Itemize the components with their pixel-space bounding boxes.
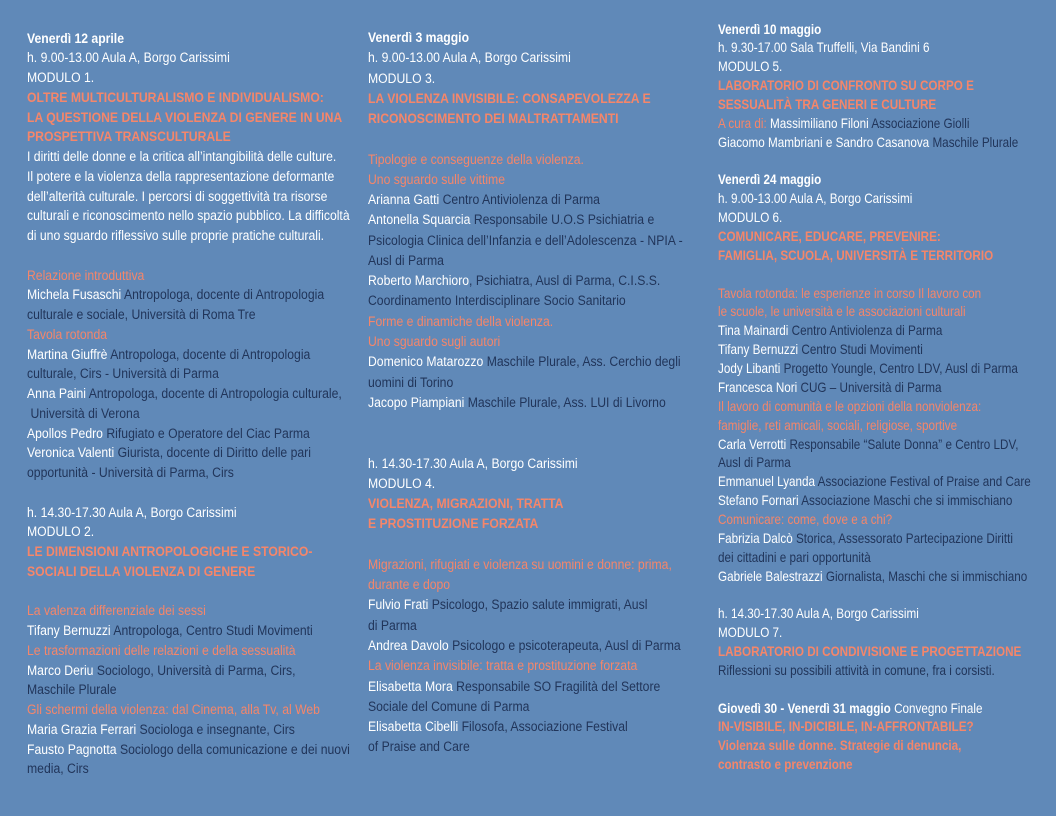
- module-7-label: MODULO 7.: [718, 625, 783, 641]
- module-3-title: LA VIOLENZA INVISIBILE: CONSAPEVOLEZZA E: [368, 90, 651, 107]
- speaker-role: Sociale del Comune di Parma: [368, 698, 530, 715]
- segment-topic: Il lavoro di comunità e le opzioni della nonviolenza:: [718, 398, 982, 414]
- module-1-time: h. 9.00-13.00 Aula A, Borgo Carissimi: [27, 50, 230, 67]
- module-4-title: E PROSTITUZIONE FORZATA: [368, 516, 539, 533]
- final-conference-title: Violenza sulle donne. Strategie di denuncia,: [718, 738, 962, 754]
- module-7-time: h. 14.30-17.30 Aula A, Borgo Carissimi: [718, 606, 919, 622]
- spacer: [368, 535, 695, 555]
- speaker-entry: [368, 393, 695, 413]
- module-6-date: Venerdì 24 maggio: [718, 172, 822, 188]
- segment-topic: La valenza differenziale dei sessi: [27, 603, 206, 620]
- segment-topic: Forme e dinamiche della violenza.: [368, 313, 554, 330]
- spacer: [368, 413, 695, 433]
- speaker-entry: [718, 322, 1049, 341]
- module-5-title: SESSUALITÀ TRA GENERI E CULTURE: [718, 97, 937, 113]
- speaker-role: Psicologia Clinica dell’Infanzia e dell’Adolescenza - NPIA -: [368, 232, 683, 249]
- module-4-label: MODULO 4.: [368, 475, 436, 492]
- final-conference-date: Giovedì 30 - Venerdì 31 maggio: [718, 700, 891, 716]
- speaker-role: Ausl di Parma: [368, 252, 444, 269]
- module-4-time: h. 14.30-17.30 Aula A, Borgo Carissimi: [368, 455, 578, 472]
- speaker-role: of Praise and Care: [368, 739, 470, 756]
- module-2-title: LE DIMENSIONI ANTROPOLOGICHE E STORICO-: [27, 544, 313, 560]
- speaker-role: Progetto Youngle, Centro LDV, Ausl di Parma: [783, 361, 1018, 377]
- speaker-name: Veronica Valenti: [27, 445, 115, 462]
- speaker-name: Elisabetta Cibelli: [368, 719, 459, 736]
- speaker-name: Domenico Matarozzo: [368, 354, 484, 371]
- speaker-role: CUG – Università di Parma: [800, 379, 942, 395]
- speaker-entry: [27, 721, 354, 741]
- speaker-name: Giacomo Mambriani e Sandro Casanova: [718, 134, 930, 150]
- final-conference-label: Convegno Finale: [894, 700, 983, 716]
- column-left: [27, 30, 354, 781]
- speaker-role: Centro Studi Movimenti: [801, 342, 923, 358]
- segment-topic: Tipologie e conseguenze della violenza.: [368, 151, 584, 168]
- speaker-role: Giurista, docente di Diritto delle pari: [117, 445, 311, 462]
- speaker-name: Fulvio Frati: [368, 597, 429, 614]
- speaker-entry: [368, 636, 695, 656]
- module-5-time: h. 9.30-17.00 Sala Truffelli, Via Bandini 6: [718, 40, 930, 56]
- speaker-role: Antropologa, Centro Studi Movimenti: [113, 623, 313, 639]
- speaker-name: Marco Deriu: [27, 662, 94, 679]
- speaker-role: culturale e sociale, Università di Roma Tre: [27, 307, 256, 323]
- speaker-name: Tifany Bernuzzi: [27, 623, 111, 639]
- module-5-title: LABORATORIO DI CONFRONTO SU CORPO E: [718, 78, 974, 94]
- speaker-role: Ausl di Parma: [718, 455, 791, 471]
- speaker-role: opportunità - Università di Parma, Cirs: [27, 465, 234, 481]
- segment-topic: durante e dopo: [368, 577, 451, 594]
- segment-topic: Le trasformazioni delle relazioni e della sessualità: [27, 642, 296, 659]
- module-1-date: Venerdì 12 aprile: [27, 30, 124, 47]
- speaker-role: Maschile Plurale: [27, 682, 117, 699]
- final-conference-heading: [718, 700, 1049, 719]
- speaker-entry: [718, 379, 1049, 398]
- segment-topic: Uno sguardo sulle vittime: [368, 171, 505, 188]
- speaker-role: Giornalista, Maschi che si immischiano: [825, 568, 1028, 584]
- module-2-title: SOCIALI DELLA VIOLENZA DI GENERE: [27, 563, 256, 580]
- spacer: [27, 484, 354, 504]
- speaker-role: Antropologa, docente di Antropologia: [110, 346, 311, 363]
- speaker-role: Associazione Giolli: [871, 115, 970, 131]
- speaker-role: Filosofa, Associazione Festival: [461, 719, 628, 736]
- segment-topic: Comunicare: come, dove e a chi?: [718, 511, 893, 527]
- module-2-label: MODULO 2.: [27, 524, 95, 541]
- speaker-role: Maschile Plurale, Ass. LUI di Livorno: [467, 394, 666, 411]
- speaker-entry: [368, 677, 695, 697]
- column-right: [718, 21, 1049, 775]
- module-1-title: OLTRE MULTICULTURALISMO E INDIVIDUALISMO:: [27, 89, 324, 106]
- speaker-entry: [27, 444, 354, 464]
- speaker-name: Gabriele Balestrazzi: [718, 568, 823, 584]
- speaker-entry: [27, 662, 354, 682]
- final-conference-title: IN-VISIBILE, IN-DICIBILE, IN-AFFRONTABILE?: [718, 719, 974, 735]
- segment-topic: Migrazioni, rifugiati e violenza su uomini e donne: prima,: [368, 556, 672, 573]
- speaker-role: Centro Antiviolenza di Parma: [791, 323, 943, 339]
- module-1-abstract: Il potere e la violenza della rappresentazione deformante: [27, 168, 335, 185]
- module-7-title: LABORATORIO DI CONDIVISIONE E PROGETTAZIONE: [718, 643, 1022, 659]
- speaker-role: Sociologo della comunicazione e dei nuovi: [119, 741, 350, 758]
- speaker-role: Sociologa e insegnante, Cirs: [139, 721, 295, 738]
- module-5-label: MODULO 5.: [718, 59, 783, 75]
- speaker-role: media, Cirs: [27, 761, 89, 778]
- speaker-role: Responsabile SO Fragilità del Settore: [456, 678, 661, 695]
- speaker-entry: [718, 341, 1049, 360]
- speaker-role: Responsabile “Salute Donna” e Centro LDV,: [789, 436, 1019, 452]
- speaker-entry: [27, 622, 354, 642]
- speaker-entry: [368, 210, 695, 230]
- speaker-name: Roberto Marchioro: [368, 273, 470, 290]
- speaker-entry: [27, 425, 354, 445]
- segment-topic: Tavola rotonda: le esperienze in corso Il lavoro con: [718, 285, 982, 301]
- facilitator-entry: [718, 115, 1049, 134]
- speaker-entry: [718, 568, 1049, 587]
- speaker-role: Responsabile U.O.S Psichiatria e: [473, 212, 655, 229]
- speaker-name: Andrea Davolo: [368, 637, 449, 654]
- speaker-name: Michela Fusaschi: [27, 287, 122, 304]
- speaker-role: Centro Antiviolenza di Parma: [442, 192, 600, 209]
- speaker-role: di Parma: [368, 617, 417, 634]
- spacer: [368, 129, 695, 149]
- spacer: [27, 583, 354, 603]
- speaker-name: Jacopo Piampiani: [368, 394, 465, 411]
- speaker-role: uomini di Torino: [368, 374, 454, 391]
- curated-by-label: A cura di:: [718, 115, 767, 131]
- speaker-entry: [27, 741, 354, 761]
- speaker-role: Coordinamento Interdisciplinare Socio Sanitario: [368, 293, 626, 310]
- speaker-role: Rifugiato e Operatore del Ciac Parma: [106, 425, 310, 442]
- module-3-title: RICONOSCIMENTO DEI MALTRATTAMENTI: [368, 111, 619, 128]
- speaker-entry: [368, 352, 695, 372]
- speaker-entry: [27, 346, 354, 366]
- speaker-role: Università di Verona: [30, 405, 140, 422]
- speaker-role: Psicologo e psicoterapeuta, Ausl di Parma: [452, 637, 681, 654]
- speaker-name: Tifany Bernuzzi: [718, 342, 799, 358]
- speaker-entry: [368, 595, 695, 615]
- segment-topic: Relazione introduttiva: [27, 267, 145, 284]
- segment-topic: famiglie, reti amicali, sociali, religiose, sportive: [718, 417, 958, 433]
- speaker-name: Elisabetta Mora: [368, 678, 453, 695]
- speaker-role: culturale, Cirs - Università di Parma: [27, 366, 219, 383]
- speaker-role: Psicologo, Spazio salute immigrati, Ausl: [431, 597, 648, 614]
- module-1-abstract: I diritti delle donne e la critica all’intangibilità delle culture.: [27, 149, 337, 165]
- segment-topic: Gli schermi della violenza: dal Cinema, alla Tv, al Web: [27, 702, 320, 718]
- speaker-entry: [718, 530, 1049, 549]
- speaker-name: Carla Verrotti: [718, 436, 787, 452]
- spacer: [368, 433, 695, 453]
- speaker-entry: [27, 286, 354, 306]
- segment-topic: La violenza invisibile: tratta e prostituzione forzata: [368, 658, 638, 675]
- spacer: [718, 681, 1049, 700]
- facilitator-entry: [718, 134, 1049, 153]
- speaker-name: Jody Libanti: [718, 361, 781, 377]
- speaker-name: Antonella Squarcia: [368, 212, 471, 229]
- speaker-name: Massimiliano Filoni: [769, 115, 869, 131]
- speaker-role: Maschile Plurale, Ass. Cerchio degli: [486, 354, 681, 371]
- speaker-name: Tina Mainardi: [718, 323, 789, 339]
- speaker-role: Associazione Maschi che si immischiano: [801, 493, 1013, 509]
- module-1-abstract: culturali e riconoscimento nello spazio pubblico. La difficoltà: [27, 208, 350, 225]
- spacer: [718, 153, 1049, 172]
- speaker-name: Maria Grazia Ferrari: [27, 721, 137, 738]
- segment-topic: Tavola rotonda: [27, 326, 108, 343]
- speaker-name: Anna Paini: [27, 386, 87, 402]
- speaker-name: Arianna Gatti: [368, 192, 440, 209]
- speaker-role: Maschile Plurale: [932, 134, 1019, 150]
- segment-topic: le scuole, le università e le associazioni culturali: [718, 304, 966, 320]
- speaker-entry: [718, 360, 1049, 379]
- module-1-abstract: di uno sguardo riflessivo sulle proprie pratiche culturali.: [27, 228, 325, 244]
- module-1-abstract: dell’alterità culturale. I percorsi di soggettività tra risorse: [27, 188, 328, 205]
- speaker-name: Stefano Fornari: [718, 493, 799, 509]
- speaker-name: Apollos Pedro: [27, 425, 103, 442]
- speaker-name: Francesca Nori: [718, 379, 798, 395]
- module-7-description: Riflessioni su possibili attività in comune, fra i corsisti.: [718, 662, 995, 678]
- speaker-entry: [368, 271, 695, 291]
- speaker-role: dei cittadini e pari opportunità: [718, 549, 871, 565]
- spacer: [718, 266, 1049, 285]
- speaker-name: Fabrizia Dalcò: [718, 530, 793, 546]
- speaker-name: Emmanuel Lyanda: [718, 474, 816, 490]
- module-6-time: h. 9.00-13.00 Aula A, Borgo Carissimi: [718, 191, 913, 207]
- speaker-entry: [27, 385, 354, 405]
- module-3-label: MODULO 3.: [368, 70, 436, 87]
- column-middle: [368, 28, 695, 758]
- module-6-title: COMUNICARE, EDUCARE, PREVENIRE:: [718, 229, 941, 245]
- module-6-label: MODULO 6.: [718, 210, 783, 226]
- speaker-entry: [718, 436, 1049, 455]
- segment-topic: Uno sguardo sugli autori: [368, 333, 501, 350]
- module-2-time: h. 14.30-17.30 Aula A, Borgo Carissimi: [27, 504, 237, 521]
- final-conference-title: contrasto e prevenzione: [718, 757, 853, 773]
- module-5-date: Venerdì 10 maggio: [718, 21, 822, 37]
- module-1-title: LA QUESTIONE DELLA VIOLENZA DI GENERE IN UNA: [27, 109, 343, 126]
- module-1-title: PROSPETTIVA TRANSCULTURALE: [27, 129, 231, 146]
- spacer: [718, 586, 1049, 605]
- speaker-entry: [718, 492, 1049, 511]
- speaker-name: Martina Giuffrè: [27, 346, 108, 363]
- speaker-role: , Psichiatra, Ausl di Parma, C.I.S.S.: [469, 273, 661, 290]
- speaker-entry: [718, 473, 1049, 492]
- module-4-title: VIOLENZA, MIGRAZIONI, TRATTA: [368, 496, 564, 513]
- module-6-title: FAMIGLIA, SCUOLA, UNIVERSITÀ E TERRITORIO: [718, 247, 994, 263]
- speaker-entry: [368, 717, 695, 737]
- module-1-label: MODULO 1.: [27, 70, 95, 86]
- module-3-date: Venerdì 3 maggio: [368, 30, 470, 46]
- speaker-name: Fausto Pagnotta: [27, 741, 117, 758]
- speaker-role: Antropologa, docente di Antropologia culturale,: [88, 386, 342, 402]
- speaker-role: Storica, Assessorato Partecipazione Diritti: [795, 530, 1014, 546]
- speaker-role: Sociologo, Università di Parma, Cirs,: [96, 662, 296, 679]
- module-3-time: h. 9.00-13.00 Aula A, Borgo Carissimi: [368, 50, 571, 67]
- spacer: [27, 247, 354, 267]
- speaker-role: Associazione Festival of Praise and Care: [817, 474, 1031, 490]
- speaker-role: Antropologa, docente di Antropologia: [123, 287, 325, 304]
- speaker-entry: [368, 190, 695, 210]
